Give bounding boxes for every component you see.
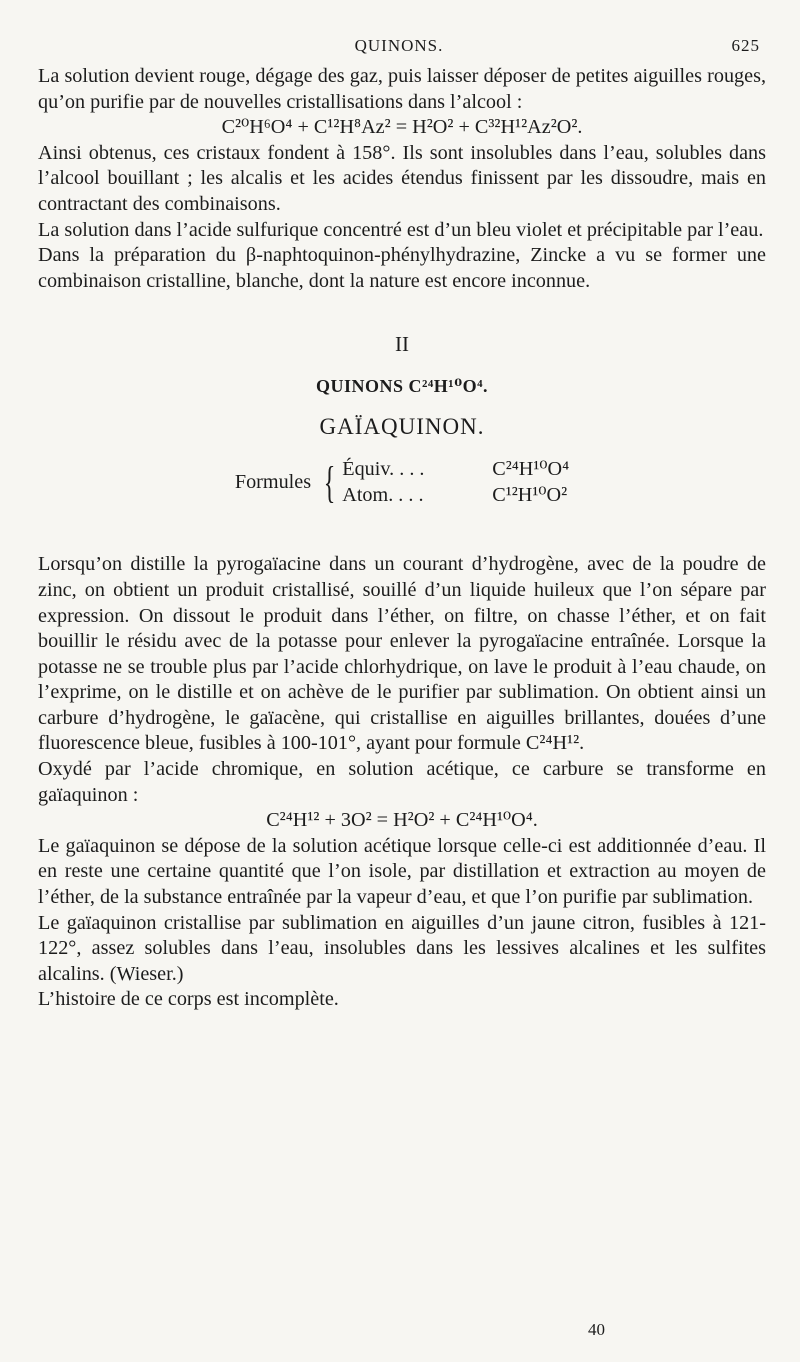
paragraph: La solution devient rouge, dégage des gaz, puis laisser déposer de petites aiguilles rouges, qu’on purifie par de nouvelles cristallisations dans l’alcool :	[38, 65, 766, 113]
paragraph: Dans la préparation du β-naphtoquinon-phénylhydrazine, Zincke a vu se former une combinaison cristalline, blanche, dont la nature est encore inconnue.	[38, 244, 766, 292]
formula-row	[342, 457, 569, 483]
formula-kind: Équiv. . . .	[342, 458, 425, 481]
paragraph: Le gaïaquinon se dépose de la solution acétique lorsque celle-ci est additionnée d’eau. Il en reste une certaine quantité que l’on isole, par distillation et extraction au moyen de l’éther, de la substance entraînée par la vapeur d’eau, et que l’on purifie par sublimation.	[38, 834, 766, 909]
formula-row	[342, 483, 569, 509]
paragraph: La solution dans l’acide sulfurique concentré est d’un bleu violet et précipitable par l’eau.	[38, 218, 764, 241]
section-numeral: II	[395, 332, 409, 357]
signature-mark: 40	[588, 1320, 605, 1339]
formula-value: C¹²H¹⁰O²	[492, 483, 568, 506]
paragraph: L’histoire de ce corps est incomplète.	[38, 988, 339, 1011]
paragraph: Le gaïaquinon cristallise par sublimation en aiguilles d’un jaune citron, fusibles à 121-122°, assez solubles dans l’eau, insolubles dans les lessives alcalines et les sulfites alcalins. (Wieser.)	[38, 911, 766, 985]
formula-value: C²⁴H¹⁰O⁴	[492, 458, 570, 481]
paragraph: Ainsi obtenus, ces cristaux fondent à 158°. Ils sont insolubles dans l’eau, solubles dans l’alcool bouillant ; les alcalis et les acides étendus finissent par les dissoudre, mais en contractant des combinaisons.	[38, 141, 766, 215]
section-heading: QUINONS C²⁴H¹⁰O⁴.	[316, 375, 488, 396]
equation: C²⁴H¹² + 3O² = H²O² + C²⁴H¹⁰O⁴.	[266, 809, 538, 832]
running-title: QUINONS.	[354, 36, 444, 55]
formulas-rows	[342, 457, 569, 508]
paragraph: Oxydé par l’acide chromique, en solution acétique, ce carbure se transforme en gaïaquinon :	[38, 758, 766, 806]
body-text	[38, 64, 766, 1013]
formulas-block	[38, 457, 766, 508]
formulas-label: Formules	[234, 470, 312, 493]
brace-icon: {	[323, 457, 336, 507]
equation: C²⁰H⁶O⁴ + C¹²H⁸Az² = H²O² + C³²H¹²Az²O².	[221, 116, 583, 139]
paragraph: Lorsqu’on distille la pyrogaïacine dans un courant d’hydrogène, avec de la poudre de zinc, on obtient un produit cristallisé, souillé d’un liquide huileux que l’on sépare par expression. On dissout le produit dans l’éther, on filtre, on chasse l’éther, et on fait bouillir le résidu avec de la potasse pour enlever la pyrogaïacine entraînée. Lorsque la potasse ne se trouble plus par l’acide chlorhydrique, on lave le produit à l’eau chaude, on l’exprime, on le distille et on achève de le purifier par sublimation. On obtient ainsi un carbure d’hydrogène, le gaïacène, qui cristallise en aiguilles brillantes, douées d’une fluorescence bleue, fusibles à 100-101°, ayant pour formule C²⁴H¹².	[38, 553, 766, 755]
page-number: 625	[731, 36, 760, 55]
running-header	[38, 36, 760, 62]
section-subheading: GAÏAQUINON.	[319, 413, 485, 439]
formula-kind: Atom. . . .	[342, 483, 424, 506]
